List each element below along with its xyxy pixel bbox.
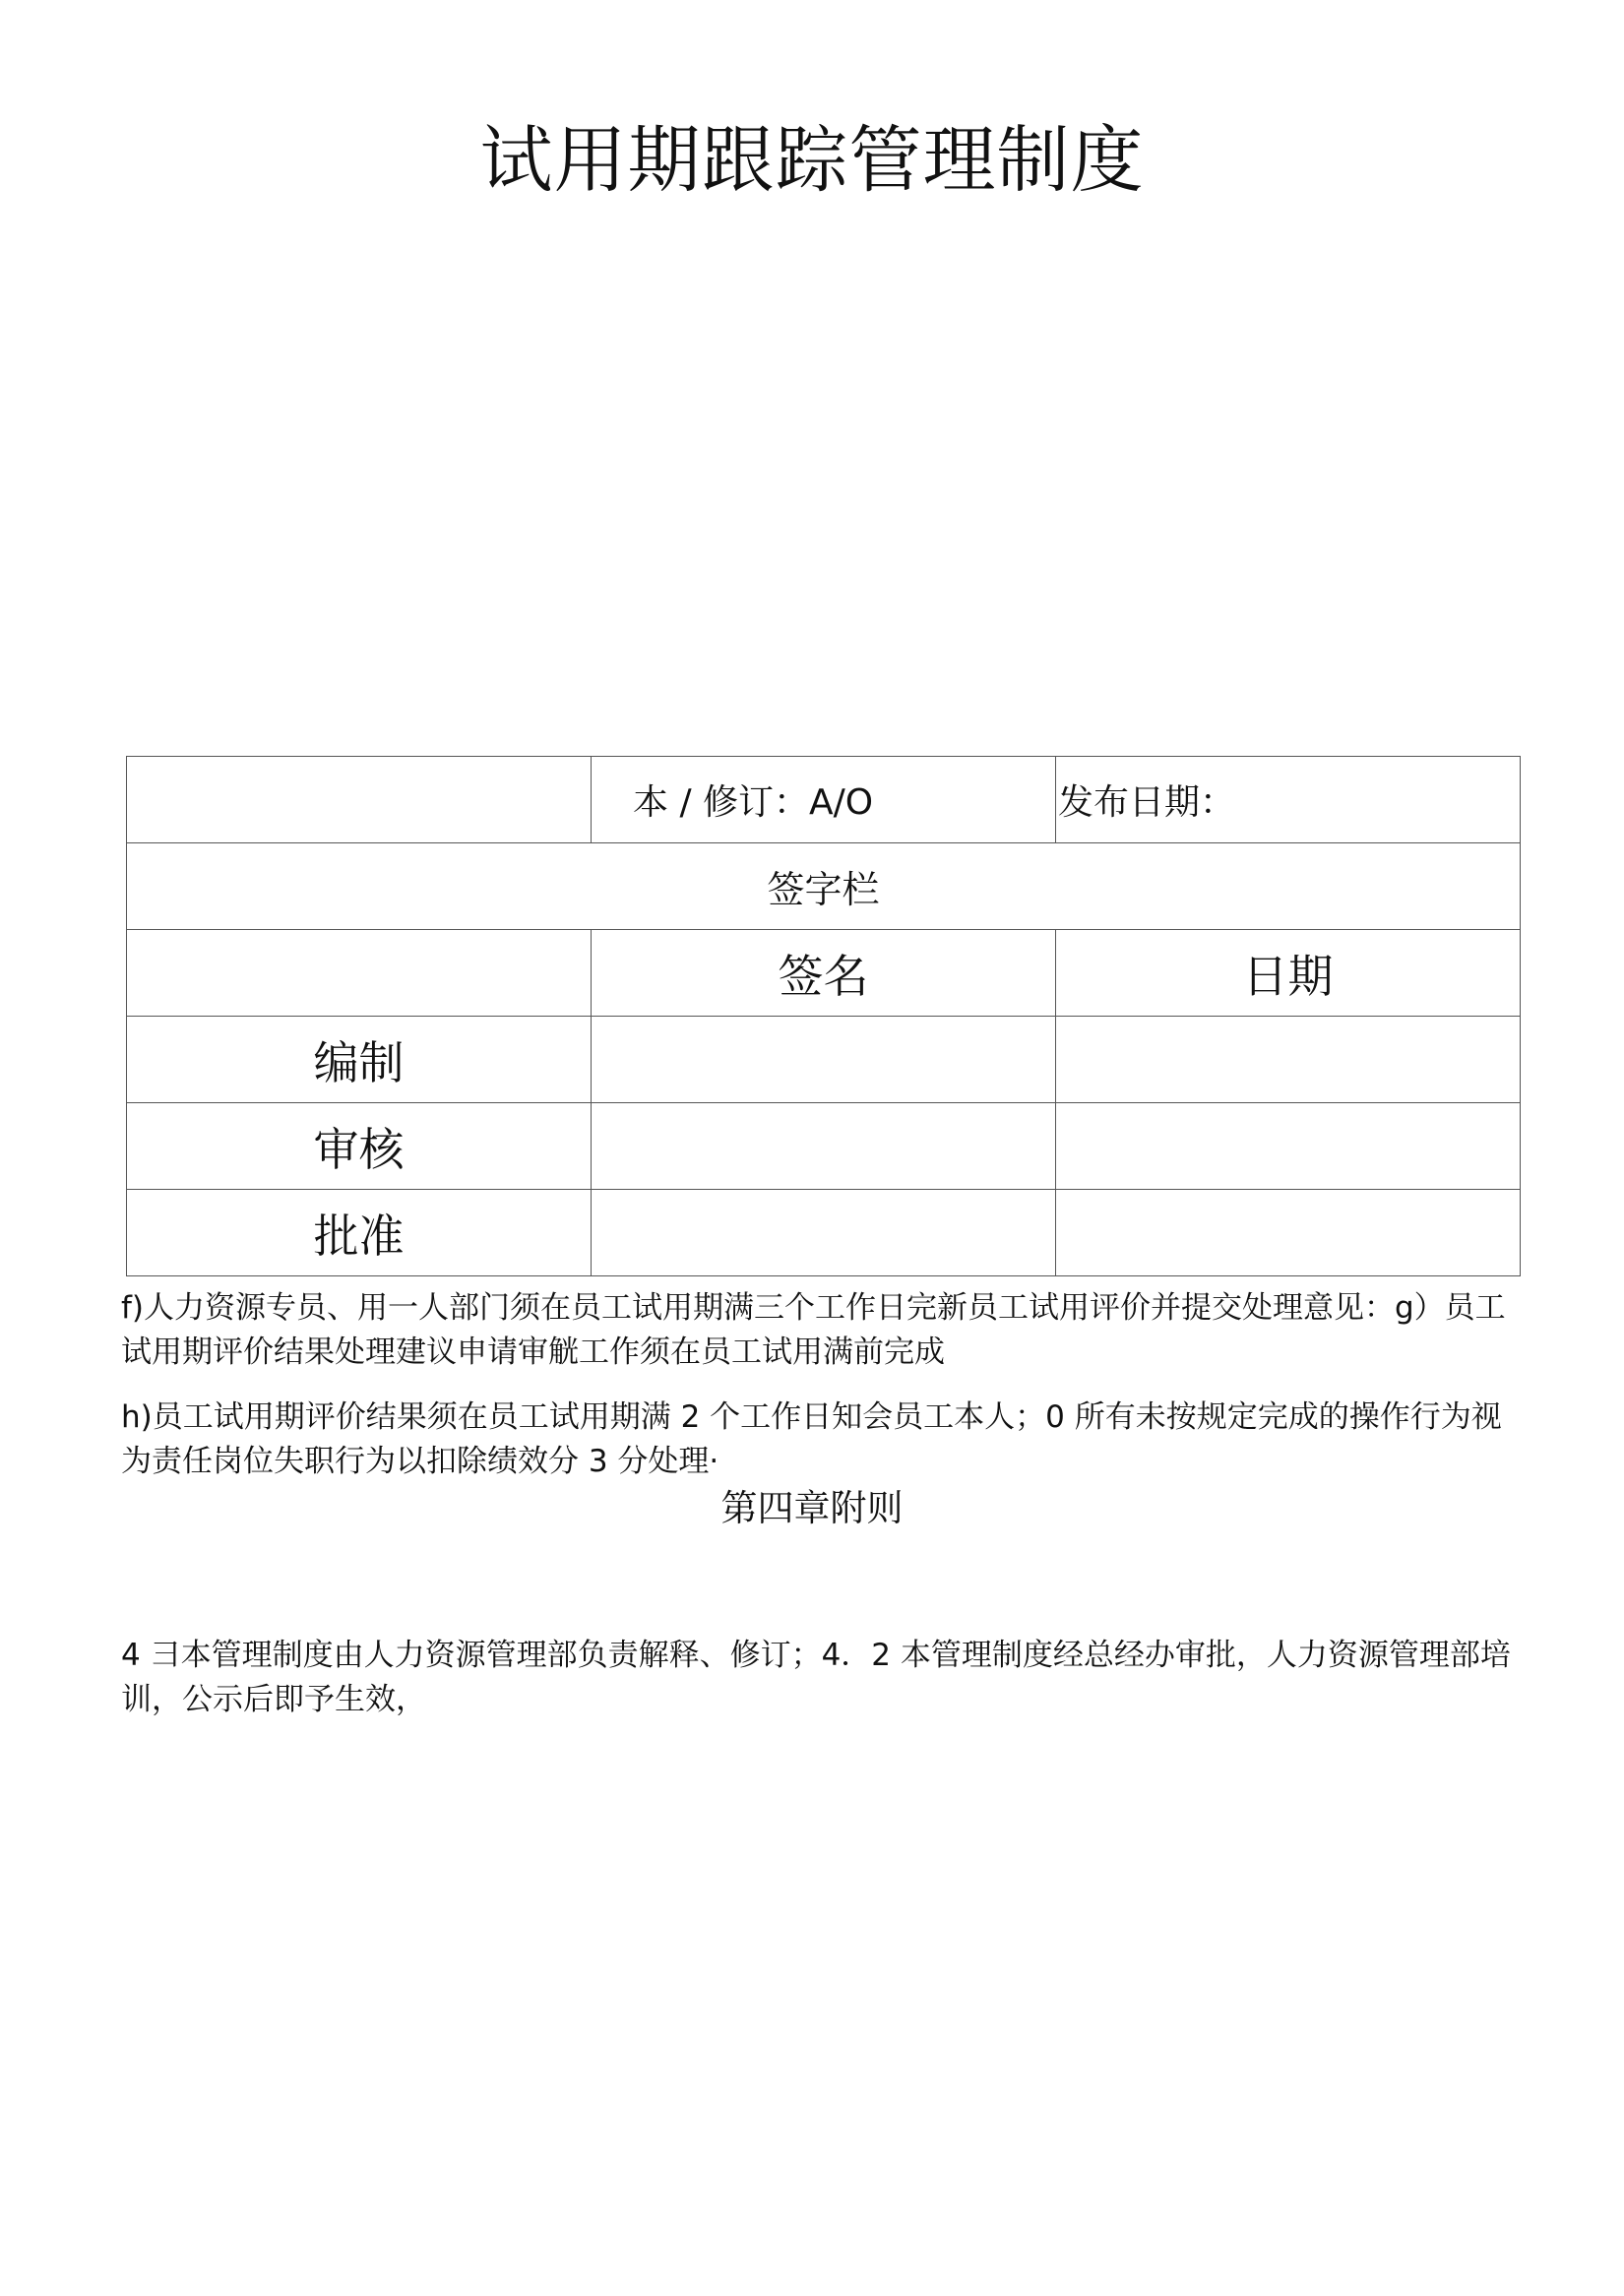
table-row-header [127,930,1521,1017]
column-header-date: 日期 [1056,930,1521,1017]
chapter-title: 第四章附则 [720,1487,904,1529]
paragraph-4: 4 彐本管理制度由人力资源管理部负责解释、修订；4．2 本管理制度经总经办审批，人力资源管理部培训，公示后即予生效， [121,1638,1511,1717]
signature-field [592,1103,1056,1190]
signature-field [592,1017,1056,1103]
row-label-prepare: 编制 [127,1017,592,1103]
revision-label: 本 / 修订：A/O [592,757,1056,843]
table-row-signature-section [127,843,1521,930]
release-date-label: 发布日期： [1056,757,1521,843]
row-label-approve: 批准 [127,1190,592,1276]
column-header-signature: 签名 [592,930,1056,1017]
table-row [127,1190,1521,1276]
table-cell-empty [127,757,592,843]
document-title: 试用期跟踪管理制度 [479,118,1145,203]
signature-table [126,756,1521,1276]
date-field [1056,1190,1521,1276]
paragraph-h: h)员工试用期评价结果须在员工试用期满 2 个工作日知会员工本人；0 所有未按规定完成的操作行为视为责任岗位失职行为以扣除绩效分 3 分处理· [121,1399,1502,1479]
date-field [1056,1017,1521,1103]
paragraph-f: f)人力资源专员、用一人部门须在员工试用期满三个工作日完新员工试用评价并提交处理意见：g）员工试用期评价结果处理建议申请审觥工作须在员工试用满前完成 [121,1290,1506,1370]
table-cell-empty [127,930,592,1017]
row-label-review: 审核 [127,1103,592,1190]
table-row [127,1103,1521,1190]
signature-section-label: 签字栏 [127,843,1521,930]
date-field [1056,1103,1521,1190]
signature-field [592,1190,1056,1276]
table-row-revision [127,757,1521,843]
table-row [127,1017,1521,1103]
